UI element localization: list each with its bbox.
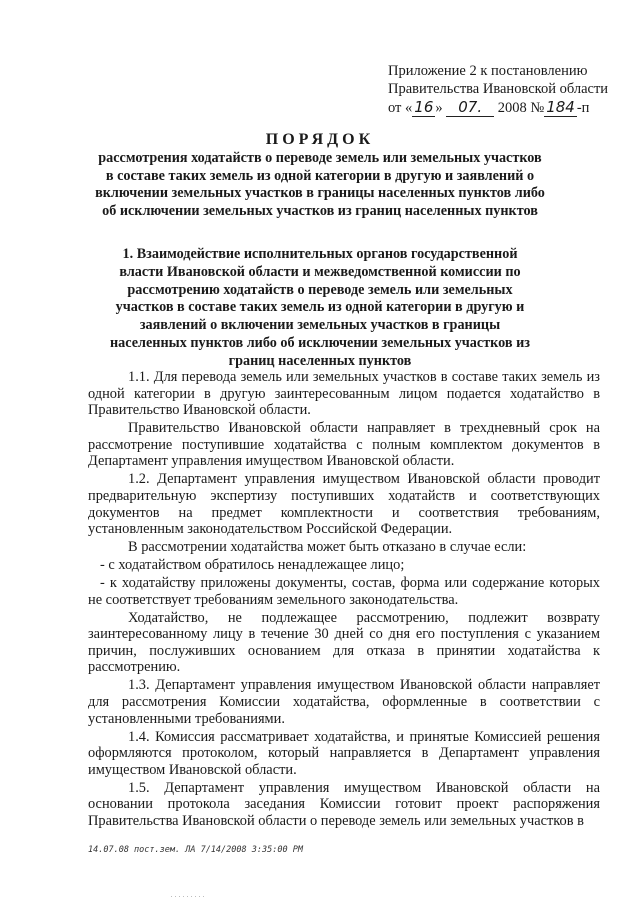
paragraph-1-5: 1.5. Департамент управления имуществом Ивановской области на основании протокола заседания Комиссии готовит проект распоряжения Правительства Ивановской области о переводе земель или земельных участков в (88, 779, 600, 829)
handwritten-month: 07. (446, 98, 494, 117)
paragraph-government: Правительство Ивановской области направляет в трехдневный срок на рассмотрение поступившие ходатайства с полным комплектом документов в Департамент управления имуществом Ивановской области. (88, 420, 600, 470)
paragraph-1-2: 1.2. Департамент управления имуществом Ивановской области проводит предварительную экспертизу поступивших ходатайств и соответствующих документов на предмет комплектности и соответствия требованиям, установленным законодательством Российской Федерации. (88, 471, 600, 538)
paragraph-return: Ходатайство, не подлежащее рассмотрению, подлежит возврату заинтересованному лицу в течение 30 дней со дня его поступления с указанием причин, послуживших основанием для отказа в принятии ходатайства к рассмотрению. (88, 609, 600, 676)
paragraph-1-4: 1.4. Комиссия рассматривает ходатайства, и принятые Комиссией решения оформляются протоколом, который направляется в Департамент управления имуществом Ивановской области. (88, 728, 600, 778)
handwritten-number: 184 (546, 98, 575, 116)
document-subtitle: рассмотрения ходатайств о переводе земель или земельных участков в составе таких земель из одной категории в другую и заявлений о включении земельных участков в границы населенных пунктов либо об исключении земельных участков из границ населенных пунктов (95, 150, 545, 219)
body-text (88, 369, 600, 831)
document-title: ПОРЯДОК (265, 131, 375, 148)
appendix-line-1: Приложение 2 к постановлению (388, 63, 588, 79)
paragraph-1-1: 1.1. Для перевода земель или земельных участков в составе таких земель из одной категории в другую заинтересованным лицом подается ходатайство в Правительство Ивановской области. (88, 369, 600, 419)
footer-stamp: 14.07.08 пост.зем. ЛА 7/14/2008 3:35:00 PM (88, 845, 303, 855)
list-item-refusal-2: - к ходатайству приложены документы, состав, форма или содержание которых не соответствует требованиям земельного законодательства. (88, 575, 600, 608)
paragraph-refusal-intro: В рассмотрении ходатайства может быть отказано в случае если: (128, 539, 527, 556)
date-prefix: от « (388, 100, 413, 116)
handwritten-day: 16 (414, 98, 434, 116)
section-heading: 1. Взаимодействие исполнительных органов государственной власти Ивановской области и межведомственной комиссии по рассмотрению ходатайств о переводе земель или земельных участков в составе таких земель из одной категории в другую и заявлений о включении земельных участков в границы населенных пунктов либо об исключении земельных участков из границ населенных пунктов (110, 246, 530, 369)
date-mid: » (435, 100, 443, 116)
scan-mark: ......... (170, 893, 207, 899)
list-item-refusal-1: - с ходатайством обратилось ненадлежащее лицо; (100, 557, 405, 574)
appendix-date-line (388, 98, 618, 117)
paragraph-1-3: 1.3. Департамент управления имуществом Ивановской области направляет для рассмотрения Комиссии ходатайства, оформленные в соответствии с установленными требованиями. (88, 677, 600, 727)
appendix-block (388, 62, 618, 117)
year-text: 2008 № (497, 100, 545, 116)
appendix-line-2: Правительства Ивановской области (388, 81, 609, 97)
number-suffix: -п (576, 100, 590, 116)
